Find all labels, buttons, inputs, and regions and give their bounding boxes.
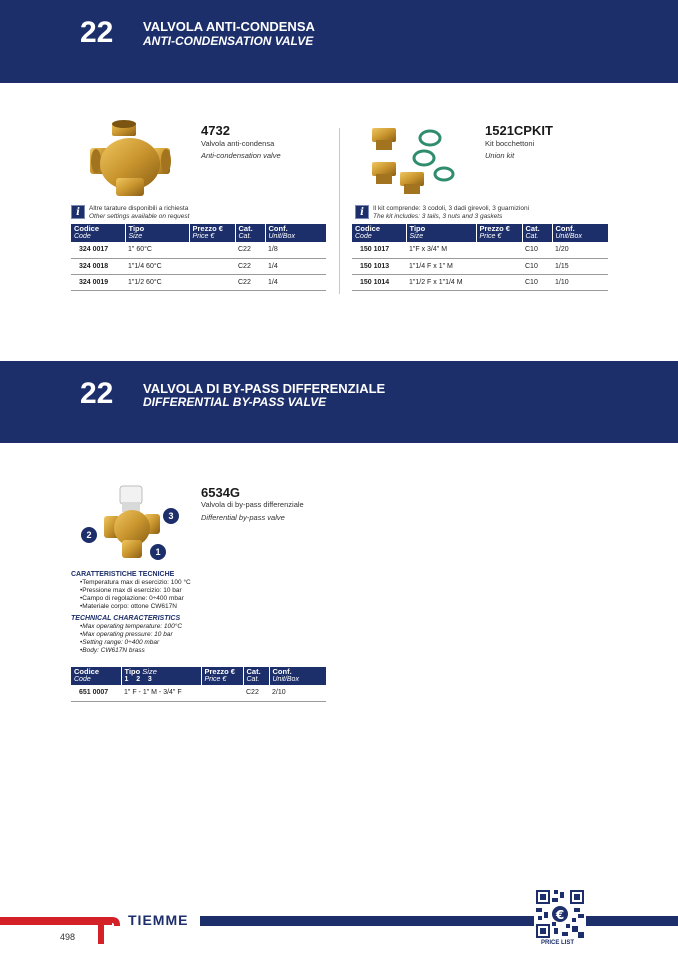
tech-title-it: CARATTERISTICHE TECNICHE xyxy=(71,571,175,578)
section-header-anti-condensation xyxy=(0,0,678,83)
price-table-1521cpkit xyxy=(352,224,608,291)
section-header-bypass xyxy=(0,361,678,443)
tiemme-logo-mark-icon xyxy=(86,912,120,946)
product-desc-en: Anti-condensation valve xyxy=(201,151,281,160)
qr-code-icon xyxy=(534,888,586,940)
list-item: • Body: CW617N brass xyxy=(80,647,182,655)
product-note xyxy=(71,205,189,221)
qr-label: PRICE LIST xyxy=(541,940,575,946)
info-icon: i xyxy=(71,205,85,219)
port-2-badge: 2 xyxy=(81,527,97,543)
svg-text:€: € xyxy=(555,908,565,922)
product-note xyxy=(355,205,529,221)
section-title-en: ANTI-CONDENSATION VALVE xyxy=(143,34,314,48)
info-icon: i xyxy=(355,205,369,219)
note-it: Il kit comprende: 3 codoli, 3 dadi girevoli, 3 guarnizioni xyxy=(373,205,530,212)
column-divider xyxy=(339,128,340,294)
union-kit-image xyxy=(362,122,474,200)
section-title-it: VALVOLA DI BY-PASS DIFFERENZIALE xyxy=(143,381,386,396)
table-row: 150 1013 1"1/4 F x 1" M C10 1/15 xyxy=(352,258,608,274)
section-number: 22 xyxy=(80,377,114,410)
col-type: Tipo Size 1 2 3 xyxy=(121,667,201,685)
table-row: 324 0019 1"1/2 60°C C22 1/4 xyxy=(71,274,326,290)
list-item: • Setting range: 0÷400 mbar xyxy=(80,639,182,647)
table-row: 651 0007 1" F - 1" M - 3/4" F C22 2/10 xyxy=(71,685,326,701)
section-title-en: DIFFERENTIAL BY-PASS VALVE xyxy=(143,395,327,409)
price-table-4732 xyxy=(71,224,326,291)
port-3-badge: 3 xyxy=(163,508,179,524)
col-price: Prezzo € Price € xyxy=(189,224,235,242)
price-table-6534g xyxy=(71,667,326,702)
col-cat: Cat. Cat. xyxy=(235,224,265,242)
col-code: Codice Code xyxy=(71,224,125,242)
product-desc-en: Union kit xyxy=(485,151,515,160)
table-row: 324 0017 1" 60°C C22 1/8 xyxy=(71,242,326,258)
col-cat: Cat. Cat. xyxy=(522,224,552,242)
footer-blue-stripe xyxy=(200,916,678,926)
col-conf: Conf. Unit/Box xyxy=(552,224,608,242)
list-item: • Pressione max di esercizio: 10 bar xyxy=(80,587,191,595)
section-number: 22 xyxy=(80,16,114,49)
col-code: Codice Code xyxy=(71,667,121,685)
page-number: 498 xyxy=(60,932,76,942)
table-row: 150 1014 1"1/2 F x 1"1/4 M C10 1/10 xyxy=(352,274,608,290)
product-code-1521cpkit: 1521CPKIT xyxy=(485,123,553,138)
brand-logo-text: TIEMME xyxy=(128,912,189,928)
product-code-4732: 4732 xyxy=(201,123,230,138)
table-row: 150 1017 1"F x 3/4" M C10 1/20 xyxy=(352,242,608,258)
list-item: • Materiale corpo: ottone CW617N xyxy=(80,603,191,611)
port-1-badge: 1 xyxy=(150,544,166,560)
table-row: 324 0018 1"1/4 60°C C22 1/4 xyxy=(71,258,326,274)
technical-characteristics-it xyxy=(71,571,191,611)
anti-condensation-valve-image xyxy=(86,118,186,200)
col-conf: Conf. Unit/Box xyxy=(269,667,326,685)
product-code-6534g: 6534G xyxy=(201,485,241,500)
list-item: • Max operating temperature: 100°C xyxy=(80,623,182,631)
col-price: Prezzo € Price € xyxy=(476,224,522,242)
col-type: Tipo Size xyxy=(125,224,189,242)
col-price: Prezzo € Price € xyxy=(201,667,243,685)
product-desc-it: Kit bocchettoni xyxy=(485,139,535,148)
product-desc-it: Valvola anti-condensa xyxy=(201,139,275,148)
technical-characteristics-en xyxy=(71,615,182,655)
product-desc-it: Valvola di by-pass differenziale xyxy=(201,500,304,509)
product-desc-en: Differential by-pass valve xyxy=(201,513,285,522)
tech-title-en: TECHNICAL CHARACTERISTICS xyxy=(71,615,181,622)
col-conf: Conf. Unit/Box xyxy=(265,224,326,242)
price-list-qr-code[interactable] xyxy=(534,888,586,940)
list-item: • Temperatura max di esercizio: 100 °C xyxy=(80,579,191,587)
col-cat: Cat. Cat. xyxy=(243,667,269,685)
note-en: Other settings available on request xyxy=(89,213,190,220)
list-item: • Campo di regolazione: 0÷400 mbar xyxy=(80,595,191,603)
note-en: The kit includes: 3 tails, 3 nuts and 3 gaskets xyxy=(373,213,503,220)
col-type: Tipo Size xyxy=(406,224,476,242)
list-item: • Max operating pressure: 10 bar xyxy=(80,631,182,639)
section-title-it: VALVOLA ANTI-CONDENSA xyxy=(143,19,315,34)
col-code: Codice Code xyxy=(352,224,406,242)
note-it: Altre tarature disponibili a richiesta xyxy=(89,205,189,212)
